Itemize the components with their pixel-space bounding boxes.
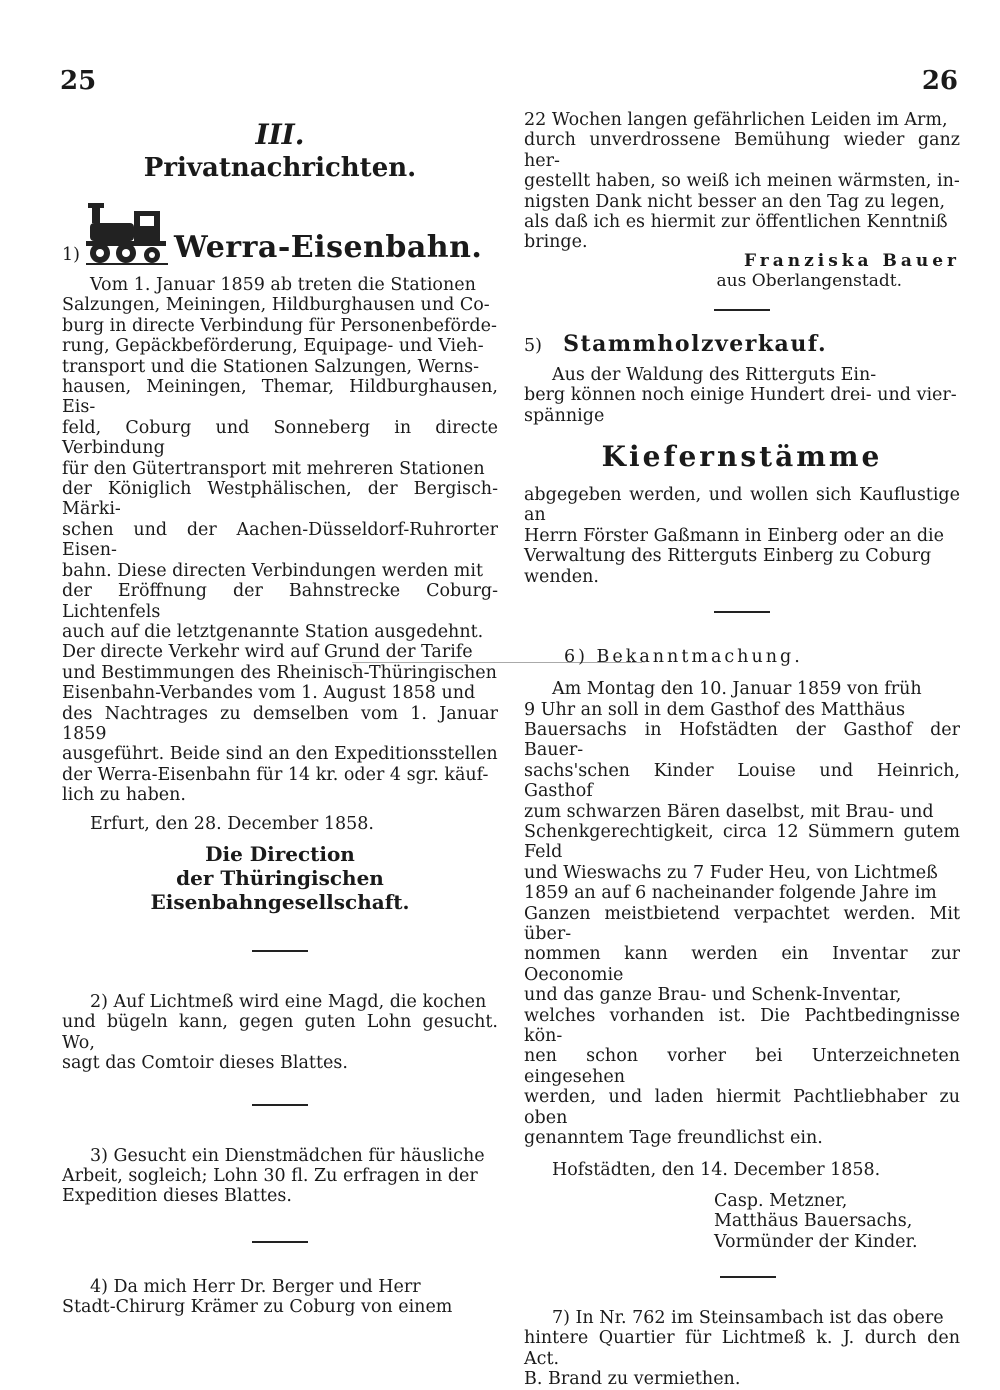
- text-line: Am Montag den 10. Januar 1859 von früh: [552, 679, 922, 700]
- text-line: und bügeln kann, gegen guten Lohn gesucht. Wo,: [62, 1012, 498, 1053]
- text-line: 22 Wochen langen gefährlichen Leiden im Arm,: [524, 110, 948, 130]
- ad5-highlight: Kiefernstämme: [601, 440, 883, 474]
- text-line: sagt das Comtoir dieses Blattes.: [62, 1053, 348, 1074]
- page-number-right: 26: [921, 66, 958, 96]
- text-line: Expedition dieses Blattes.: [62, 1186, 292, 1207]
- text-line: nommen kann werden ein Inventar zur Oeconomie: [524, 944, 960, 985]
- locomotive-icon: [86, 203, 168, 265]
- text-line: nen schon vorher bei Unterzeichneten eingesehen: [524, 1046, 960, 1087]
- ad1-signature-line2: der Thüringischen Eisenbahngesellschaft.: [150, 865, 410, 914]
- section-roman-numeral: III.: [255, 118, 305, 151]
- text-line: 1859 an auf 6 nacheinander folgende Jahre im: [524, 883, 937, 904]
- text-line: Arbeit, sogleich; Lohn 30 fl. Zu erfragen in der: [62, 1166, 478, 1186]
- text-line: Eisenbahn-Verbandes vom 1. August 1858 und: [62, 683, 476, 704]
- text-line: der Werra-Eisenbahn für 14 kr. oder 4 sgr. käuf-: [62, 764, 489, 785]
- right-column: [524, 110, 960, 1390]
- ad1-date: Erfurt, den 28. December 1858.: [90, 813, 374, 834]
- text-line: 7) In Nr. 762 im Steinsambach ist das obere: [552, 1308, 944, 1329]
- ad7: [524, 1308, 960, 1390]
- text-line: der Königlich Westphälischen, der Bergisch-Märki-: [62, 479, 498, 520]
- text-line: 3) Gesucht ein Dienstmädchen für häusliche: [90, 1145, 485, 1166]
- text-line: rung, Gepäckbeförderung, Equipage- und Vieh-: [62, 336, 484, 357]
- ad5-header: [524, 331, 960, 357]
- ad4-author: Franziska Bauer: [743, 250, 960, 271]
- text-line: sachs'schen Kinder Louise und Heinrich, Gasthof: [524, 760, 960, 802]
- text-line: berg können noch einige Hundert drei- und vier-: [524, 385, 957, 406]
- ad6-heading: 6) Bekanntmachung.: [564, 647, 803, 668]
- text-line: werden, und laden hiermit Pachtliebhaber zu oben: [524, 1087, 960, 1128]
- text-line: und Wieswachs zu 7 Fuder Heu, von Lichtmeß: [524, 862, 938, 883]
- text-line: Der directe Verkehr wird auf Grund der Tarife: [62, 642, 473, 663]
- signature-line: Matthäus Bauersachs,: [714, 1211, 913, 1232]
- text-line: bahn. Diese directen Verbindungen werden mit: [62, 560, 484, 581]
- text-line: und das ganze Brau- und Schenk-Inventar,: [524, 985, 902, 1006]
- ad5: [524, 331, 960, 587]
- ad6: [524, 647, 960, 1252]
- text-line: spännige: [524, 405, 605, 426]
- signature-line: Casp. Metzner,: [714, 1190, 848, 1211]
- text-line: feld, Coburg und Sonneberg in directe Verbindung: [62, 417, 498, 459]
- text-line: hausen, Meiningen, Themar, Hildburghausen, Eis-: [62, 377, 498, 418]
- signature-line: Vormünder der Kinder.: [714, 1231, 918, 1252]
- text-line: lich zu haben.: [62, 785, 186, 806]
- text-line: Ganzen meistbietend verpachtet werden. Mit über-: [524, 903, 960, 944]
- text-line: ausgeführt. Beide sind an den Expeditionsstellen: [62, 744, 498, 765]
- ad1-header: [62, 203, 498, 265]
- text-line: für den Gütertransport mit mehreren Stationen: [62, 458, 485, 479]
- separator-rule: [252, 1104, 308, 1106]
- text-line: schen und der Aachen-Düsseldorf-Ruhrorter Eisen-: [62, 519, 498, 561]
- ad1-body: [62, 275, 498, 914]
- text-line: Aus der Waldung des Ritterguts Ein-: [552, 364, 877, 385]
- text-line: B. Brand zu vermiethen.: [524, 1369, 741, 1390]
- text-line: Herrn Förster Gaßmann in Einberg oder an die: [524, 525, 945, 546]
- page-number-left: 25: [60, 66, 97, 96]
- ad4: [62, 1277, 498, 1318]
- ad6-date: Hofstädten, den 14. December 1858.: [552, 1160, 881, 1181]
- ad5-title: Stammholzverkauf.: [563, 330, 828, 357]
- text-line: durch unverdrossene Bemühung wieder ganz her-: [524, 130, 960, 171]
- text-line: gestellt haben, so weiß ich meinen wärmsten, in-: [524, 171, 960, 192]
- text-line: welches vorhanden ist. Die Pachtbedingnisse kön-: [524, 1005, 960, 1046]
- text-line: Vom 1. Januar 1859 ab treten die Stationen: [90, 275, 476, 295]
- text-line: Stadt-Chirurg Krämer zu Coburg von einem: [62, 1297, 453, 1318]
- text-line: wenden.: [524, 566, 599, 587]
- text-line: 9 Uhr an soll in dem Gasthof des Matthäus: [524, 699, 906, 720]
- text-line: abgegeben werden, und wollen sich Kauflustige an: [524, 485, 960, 526]
- separator-rule: [252, 950, 308, 952]
- ad5-number: 5): [524, 335, 542, 356]
- text-line: bringe.: [524, 232, 588, 253]
- left-column: [62, 110, 498, 1318]
- text-line: Verwaltung des Ritterguts Einberg zu Coburg: [524, 546, 932, 567]
- text-line: Salzungen, Meiningen, Hildburghausen und Co-: [62, 295, 490, 316]
- ad6-signatures: [714, 1191, 960, 1252]
- ad4-place: aus Oberlangenstadt.: [716, 270, 902, 291]
- ad4-signature: [524, 251, 960, 291]
- ad1-title: Werra-Eisenbahn.: [173, 230, 483, 265]
- text-line: auch auf die letztgenannte Station ausgedehnt.: [62, 621, 484, 642]
- text-line: Bauersachs in Hofstädten der Gasthof der Bauer-: [524, 719, 960, 761]
- separator-rule: [720, 1276, 776, 1278]
- ad2: [62, 992, 498, 1074]
- separator-rule: [714, 611, 770, 613]
- text-line: der Eröffnung der Bahnstrecke Coburg-Lichtenfels: [62, 581, 498, 622]
- ad1-number: 1): [62, 245, 80, 265]
- text-line: 2) Auf Lichtmeß wird eine Magd, die kochen: [90, 991, 487, 1012]
- ad1-signature-line1: Die Direction: [205, 841, 355, 866]
- separator-rule: [714, 309, 770, 311]
- text-line: als daß ich es hiermit zur öffentlichen Kenntniß: [524, 212, 948, 233]
- text-line: und Bestimmungen des Rheinisch-Thüringischen: [62, 662, 497, 683]
- text-line: transport und die Stationen Salzungen, Werns-: [62, 356, 480, 377]
- text-line: zum schwarzen Bären daselbst, mit Brau- und: [524, 801, 934, 822]
- text-line: hintere Quartier für Lichtmeß k. J. durch den Act.: [524, 1328, 960, 1369]
- ad3: [62, 1146, 498, 1207]
- text-line: Schenkgerechtigkeit, circa 12 Sümmern gutem Feld: [524, 821, 960, 863]
- text-line: burg in directe Verbindung für Personenbeförde-: [62, 315, 497, 336]
- separator-rule: [252, 1241, 308, 1243]
- text-line: 4) Da mich Herr Dr. Berger und Herr: [90, 1276, 421, 1297]
- text-line: nigsten Dank nicht besser an den Tag zu legen,: [524, 191, 946, 212]
- text-line: des Nachtrages zu demselben vom 1. Januar 1859: [62, 703, 498, 744]
- text-line: genanntem Tage freundlichst ein.: [524, 1128, 823, 1149]
- ad4-continued: [524, 110, 960, 253]
- section-title: Privatnachrichten.: [143, 153, 417, 183]
